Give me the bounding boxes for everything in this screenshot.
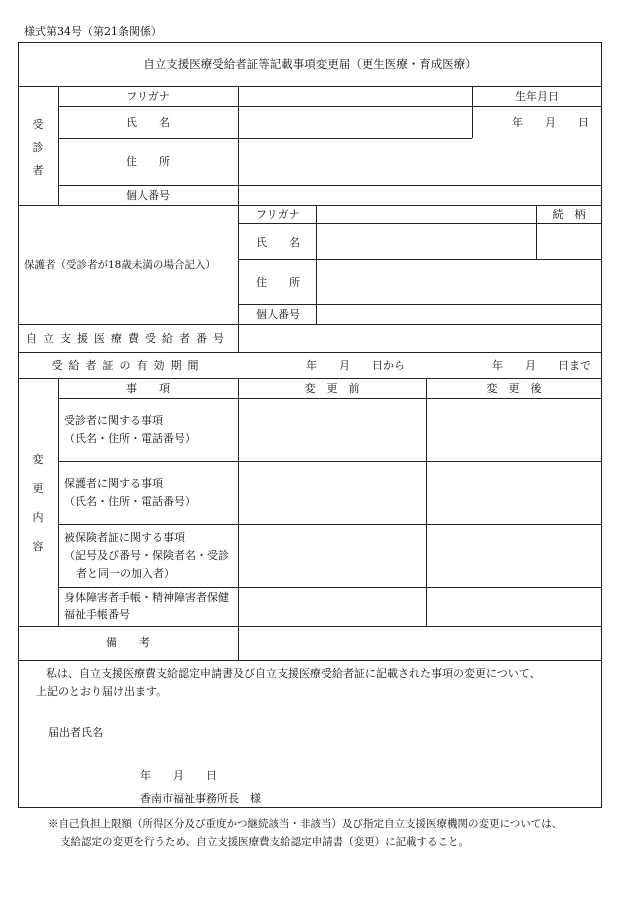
col-before-header: 変 更 前 — [304, 382, 360, 395]
guardian-furigana-field[interactable] — [318, 207, 534, 222]
recipient-number-label: 自立支援医療費受給者番号 — [26, 332, 230, 345]
relationship-label: 続 柄 — [552, 208, 586, 221]
patient-name-label: 氏 名 — [126, 116, 170, 129]
footnote-line-1: ※自己負担上限額（所得区分及び重度かつ継続該当・非該当）及び指定自立支援医療機関の変更については、 — [48, 818, 563, 830]
patient-before-field[interactable] — [240, 400, 424, 459]
change-item-insurance-detail-1: （記号及び番号・保険者名・受診 — [64, 549, 229, 562]
relationship-field[interactable] — [538, 225, 600, 257]
birthdate-label: 生年月日 — [515, 90, 559, 103]
change-item-handbook-detail: 福祉手帳番号 — [64, 608, 130, 621]
handbook-before-field[interactable] — [240, 589, 424, 624]
change-item-insurance: 被保険者証に関する事項 — [64, 531, 185, 544]
patient-address-label: 住 所 — [126, 155, 170, 168]
patient-section-label-2: 診 — [32, 141, 44, 154]
patient-my-number-field[interactable] — [240, 187, 600, 204]
change-item-patient: 受診者に関する事項 — [64, 414, 163, 427]
addressee: 香南市福祉事務所長 様 — [140, 792, 261, 805]
birthdate-field[interactable]: 年 月 日 — [512, 116, 589, 129]
guardian-after-field[interactable] — [428, 463, 600, 522]
patient-name-field[interactable] — [240, 108, 470, 136]
recipient-number-field[interactable] — [240, 326, 600, 350]
patient-after-field[interactable] — [428, 400, 600, 459]
footnote-line-2: 支給認定の変更を行うため、自立支援医療費支給認定申請書（変更）に記載すること。 — [60, 836, 470, 848]
guardian-name-field[interactable] — [318, 225, 534, 257]
form-number: 様式第34号（第21条関係） — [24, 25, 162, 38]
remarks-label: 備 考 — [106, 636, 150, 649]
declaration-line-2: 上記のとおり届け出ます。 — [36, 685, 168, 698]
validity-label: 受給者証の有効期間 — [51, 359, 205, 372]
declaration-line-1: 私は、自立支援医療費支給認定申請書及び自立支援医療受給者証に記載された事項の変更について、 — [46, 667, 541, 680]
col-item-header: 事 項 — [126, 382, 170, 395]
patient-my-number-label: 個人番号 — [126, 189, 170, 202]
insurance-before-field[interactable] — [240, 526, 424, 585]
guardian-before-field[interactable] — [240, 463, 424, 522]
patient-section-label-3: 者 — [32, 164, 44, 177]
declaration-date[interactable]: 年 月 日 — [140, 769, 217, 782]
change-item-guardian-detail: （氏名・住所・電話番号） — [64, 495, 196, 508]
submitter-name-field[interactable] — [112, 720, 412, 742]
guardian-address-label: 住 所 — [256, 276, 300, 289]
validity-to-field[interactable]: 年 月 日まで — [492, 359, 591, 372]
patient-address-field[interactable] — [240, 140, 600, 183]
insurance-after-field[interactable] — [428, 526, 600, 585]
changes-section-label-2: 更 — [32, 482, 44, 495]
change-item-insurance-detail-2: 者と同一の加入者） — [76, 567, 175, 580]
guardian-furigana-label: フリガナ — [256, 208, 300, 221]
handbook-after-field[interactable] — [428, 589, 600, 624]
guardian-address-field[interactable] — [318, 261, 600, 302]
change-item-guardian: 保護者に関する事項 — [64, 477, 163, 490]
col-after-header: 変 更 後 — [486, 382, 542, 395]
changes-section-label-4: 容 — [32, 540, 44, 553]
changes-section-label-3: 内 — [32, 511, 44, 524]
guardian-my-number-field[interactable] — [318, 306, 600, 323]
remarks-field[interactable] — [240, 628, 600, 658]
submitter-label: 届出者氏名 — [48, 726, 103, 739]
change-item-handbook: 身体障害者手帳・精神障害者保健 — [64, 591, 229, 604]
validity-from-field[interactable]: 年 月 日から — [306, 359, 405, 372]
patient-section-label-1: 受 — [32, 118, 44, 131]
change-item-patient-detail: （氏名・住所・電話番号） — [64, 432, 196, 445]
guardian-my-number-label: 個人番号 — [256, 308, 300, 321]
patient-furigana-label: フリガナ — [126, 90, 170, 103]
patient-furigana-field[interactable] — [240, 89, 470, 104]
guardian-name-label: 氏 名 — [256, 236, 300, 249]
guardian-section-label: 保護者（受診者が18歳未満の場合記入） — [24, 259, 216, 271]
form-title: 自立支援医療受給者証等記載事項変更届（更生医療・育成医療） — [143, 57, 477, 71]
changes-section-label-1: 変 — [32, 453, 44, 466]
